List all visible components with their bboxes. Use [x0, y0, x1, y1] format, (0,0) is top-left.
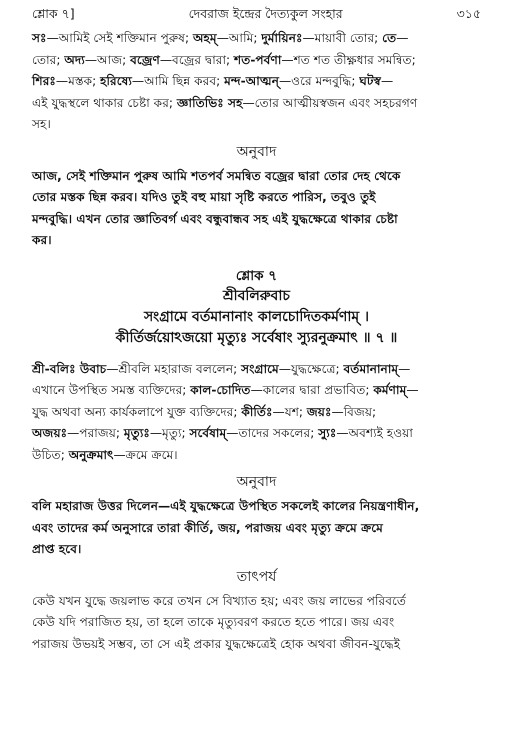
sanskrit-term: ঘটস্ব [359, 74, 381, 88]
synonyms-block-1 [32, 28, 481, 136]
translation-heading: অনুবাদ [236, 474, 277, 490]
sanskrit-term: শিরঃ [32, 74, 56, 88]
verse-speaker: শ্রীবলিরুবাচ [223, 287, 290, 304]
header-chapter-title: দেবরাজ ইন্দ্রের দৈত্যকুল সংহার [188, 6, 343, 21]
sanskrit-term: সঃ [32, 31, 47, 45]
synonym-line [32, 359, 481, 381]
sanskrit-term: অজয়ঃ [32, 426, 68, 440]
sanskrit-term: বজ্রেণ [130, 52, 160, 67]
sanskrit-term: অনুক্রমাৎ [68, 447, 114, 462]
term-meaning: এখানে উপস্থিত সমস্ত ব্যক্তিদের; [32, 383, 191, 397]
verse-block [32, 266, 481, 349]
synonym-line [32, 114, 481, 136]
sanskrit-term: বর্তমানানাম্ [343, 361, 399, 376]
translation-heading: অনুবাদ [236, 143, 277, 160]
term-meaning: —কালের দ্বারা প্রভাবিত; [250, 383, 374, 397]
term-meaning: —মস্তক; [55, 74, 101, 88]
translation-line: এবং তাদের কর্ম অনুসারে তারা কীর্তি, জয়, পরাজয় এবং মৃত্যু ক্রমে ক্রমে [32, 520, 383, 535]
term-meaning: —তোর আত্মীয়স্বজন এবং সহচরগণ [242, 95, 418, 110]
sanskrit-term: অহম্ [192, 31, 217, 45]
term-meaning: যুদ্ধ অথবা অন্য কার্যকলাপে যুক্ত ব্যক্তিদের; [32, 404, 242, 419]
translation-line: মন্দবুদ্ধি। এখন তোর জ্ঞাতিবর্গ এবং বন্ধুবান্ধব সহ এই যুদ্ধক্ষেত্রে থাকার চেষ্টা [32, 211, 398, 226]
translation-line: আজ, সেই শক্তিমান পুরুষ আমি শতপর্ব সমন্বিত বজ্রের দ্বারা তোর দেহ থেকে [32, 168, 401, 183]
term-meaning: —যুদ্ধক্ষেত্রে; [278, 361, 344, 376]
synonym-line [32, 71, 481, 93]
term-meaning: সহ। [32, 117, 51, 131]
sanskrit-term: কীর্তিঃ [241, 404, 273, 419]
verse-number: শ্লোক ৭ [235, 267, 278, 284]
sanskrit-term: কর্মণাম্ [373, 383, 407, 397]
term-meaning: —আমিই সেই শক্তিমান পুরুষ; [46, 31, 193, 45]
header-verse-ref: শ্লোক ৭] [32, 6, 75, 21]
term-meaning: —তাদের সকলের; [226, 426, 319, 440]
term-meaning: —আজ; [84, 52, 131, 67]
verse-line-1: সংগ্রামে বর্তমানানাং কালচোদিতকর্মণাম্ । [143, 308, 370, 325]
purport-heading: তাৎপর্য [236, 568, 277, 585]
purport-block [32, 591, 481, 656]
running-header [32, 6, 481, 28]
sanskrit-term: শ্রী-বলিঃ উবাচ [32, 361, 107, 376]
synonym-line [32, 28, 481, 50]
verse-line-2: কীর্তির্জয়োঽজয়ো মৃত্যুঃ সর্বেষাং স্যুরনুক্রমাৎ ॥ ৭ ॥ [115, 329, 398, 346]
translation-block-2 [32, 496, 481, 561]
sanskrit-term: দুর্মায়িনঃ [261, 31, 303, 45]
term-meaning: —মায়াবী তোর; [302, 31, 383, 45]
translation-block-1 [32, 166, 481, 252]
purport-line: কেউ যখন যুদ্ধে জয়লাভ করে তখন সে বিখ্যাত হয়; এবং জয় লাভের পরিবর্তে [32, 593, 407, 608]
sanskrit-term: কাল-চোদিত [190, 383, 251, 397]
term-meaning: —ওরে মন্দবুদ্ধি; [278, 74, 360, 88]
term-meaning: —আমি ছিন্ন করব; [131, 74, 225, 88]
term-meaning: —শ্রীবলি মহারাজ বললেন; [106, 361, 242, 376]
term-meaning: —ক্রমে ক্রমে। [113, 447, 178, 462]
sanskrit-term: জয়ঃ [306, 404, 332, 419]
translation-line: প্রাপ্ত হবে। [32, 542, 82, 556]
synonym-line [32, 380, 481, 402]
sanskrit-term: অদ্য [64, 52, 85, 67]
term-meaning: —বিজয়; [331, 404, 377, 419]
synonym-line [32, 93, 481, 115]
purport-line: পরাজয় উভয়ই সম্ভব, তা সে এই প্রকার যুদ্ধক্ষেত্রেই হোক অথবা জীবন-যুদ্ধেই [32, 636, 401, 651]
term-meaning: এই যুদ্ধস্থলে থাকার চেষ্টা কর; [32, 95, 177, 110]
term-meaning: —বজ্রের দ্বারা; [159, 52, 234, 67]
sanskrit-term: জ্ঞাতিভিঃ সহ [176, 95, 243, 110]
sanskrit-term: হরিষ্যে [100, 74, 132, 88]
synonyms-block-2 [32, 359, 481, 467]
synonym-line [32, 445, 481, 467]
term-meaning: —অবশ্যই হওয়া [336, 426, 413, 440]
term-meaning: উচিত; [32, 447, 69, 462]
translation-line: কর। [32, 233, 52, 247]
synonym-line [32, 402, 481, 424]
translation-line: বলি মহারাজ উত্তর দিলেন—এই যুদ্ধক্ষেত্রে উপস্থিত সকলেই কালের নিয়ন্ত্রণাধীন, [32, 499, 420, 513]
sanskrit-term: মৃত্যুঃ [123, 426, 150, 440]
sanskrit-term: সংগ্রামে [241, 361, 279, 376]
synonym-line [32, 50, 481, 72]
term-meaning: —পরাজয়; [67, 426, 124, 440]
sanskrit-term: সর্বেষাম্ [189, 426, 227, 440]
synonym-line [32, 423, 481, 445]
term-meaning: — [398, 361, 411, 376]
sanskrit-term: তে [382, 31, 397, 45]
sanskrit-term: স্যুঃ [318, 426, 337, 440]
sanskrit-term: শত-পর্বণা [234, 52, 282, 67]
translation-line: তোর মস্তক ছিন্ন করব। যদিও তুই বহু মায়া সৃষ্টি করতে পারিস, তবুও তুই [32, 190, 376, 204]
header-page-number: ৩১৫ [456, 6, 481, 21]
term-meaning: — [406, 383, 419, 397]
term-meaning: —যশ; [272, 404, 307, 419]
purport-line: কেউ যদি পরাজিত হয়, তা হলে তাকে মৃত্যুবরণ করতে হতে পারে। জয় এবং [32, 615, 395, 629]
term-meaning: তোর; [32, 52, 65, 67]
term-meaning: —শত শত তীক্ষ্ণধার সমন্বিত; [281, 52, 416, 67]
term-meaning: — [396, 31, 409, 45]
term-meaning: —মৃত্যু; [149, 426, 190, 440]
term-meaning: —আমি; [216, 31, 262, 45]
term-meaning: — [380, 74, 394, 88]
sanskrit-term: মন্দ-আত্মন্ [224, 74, 279, 88]
